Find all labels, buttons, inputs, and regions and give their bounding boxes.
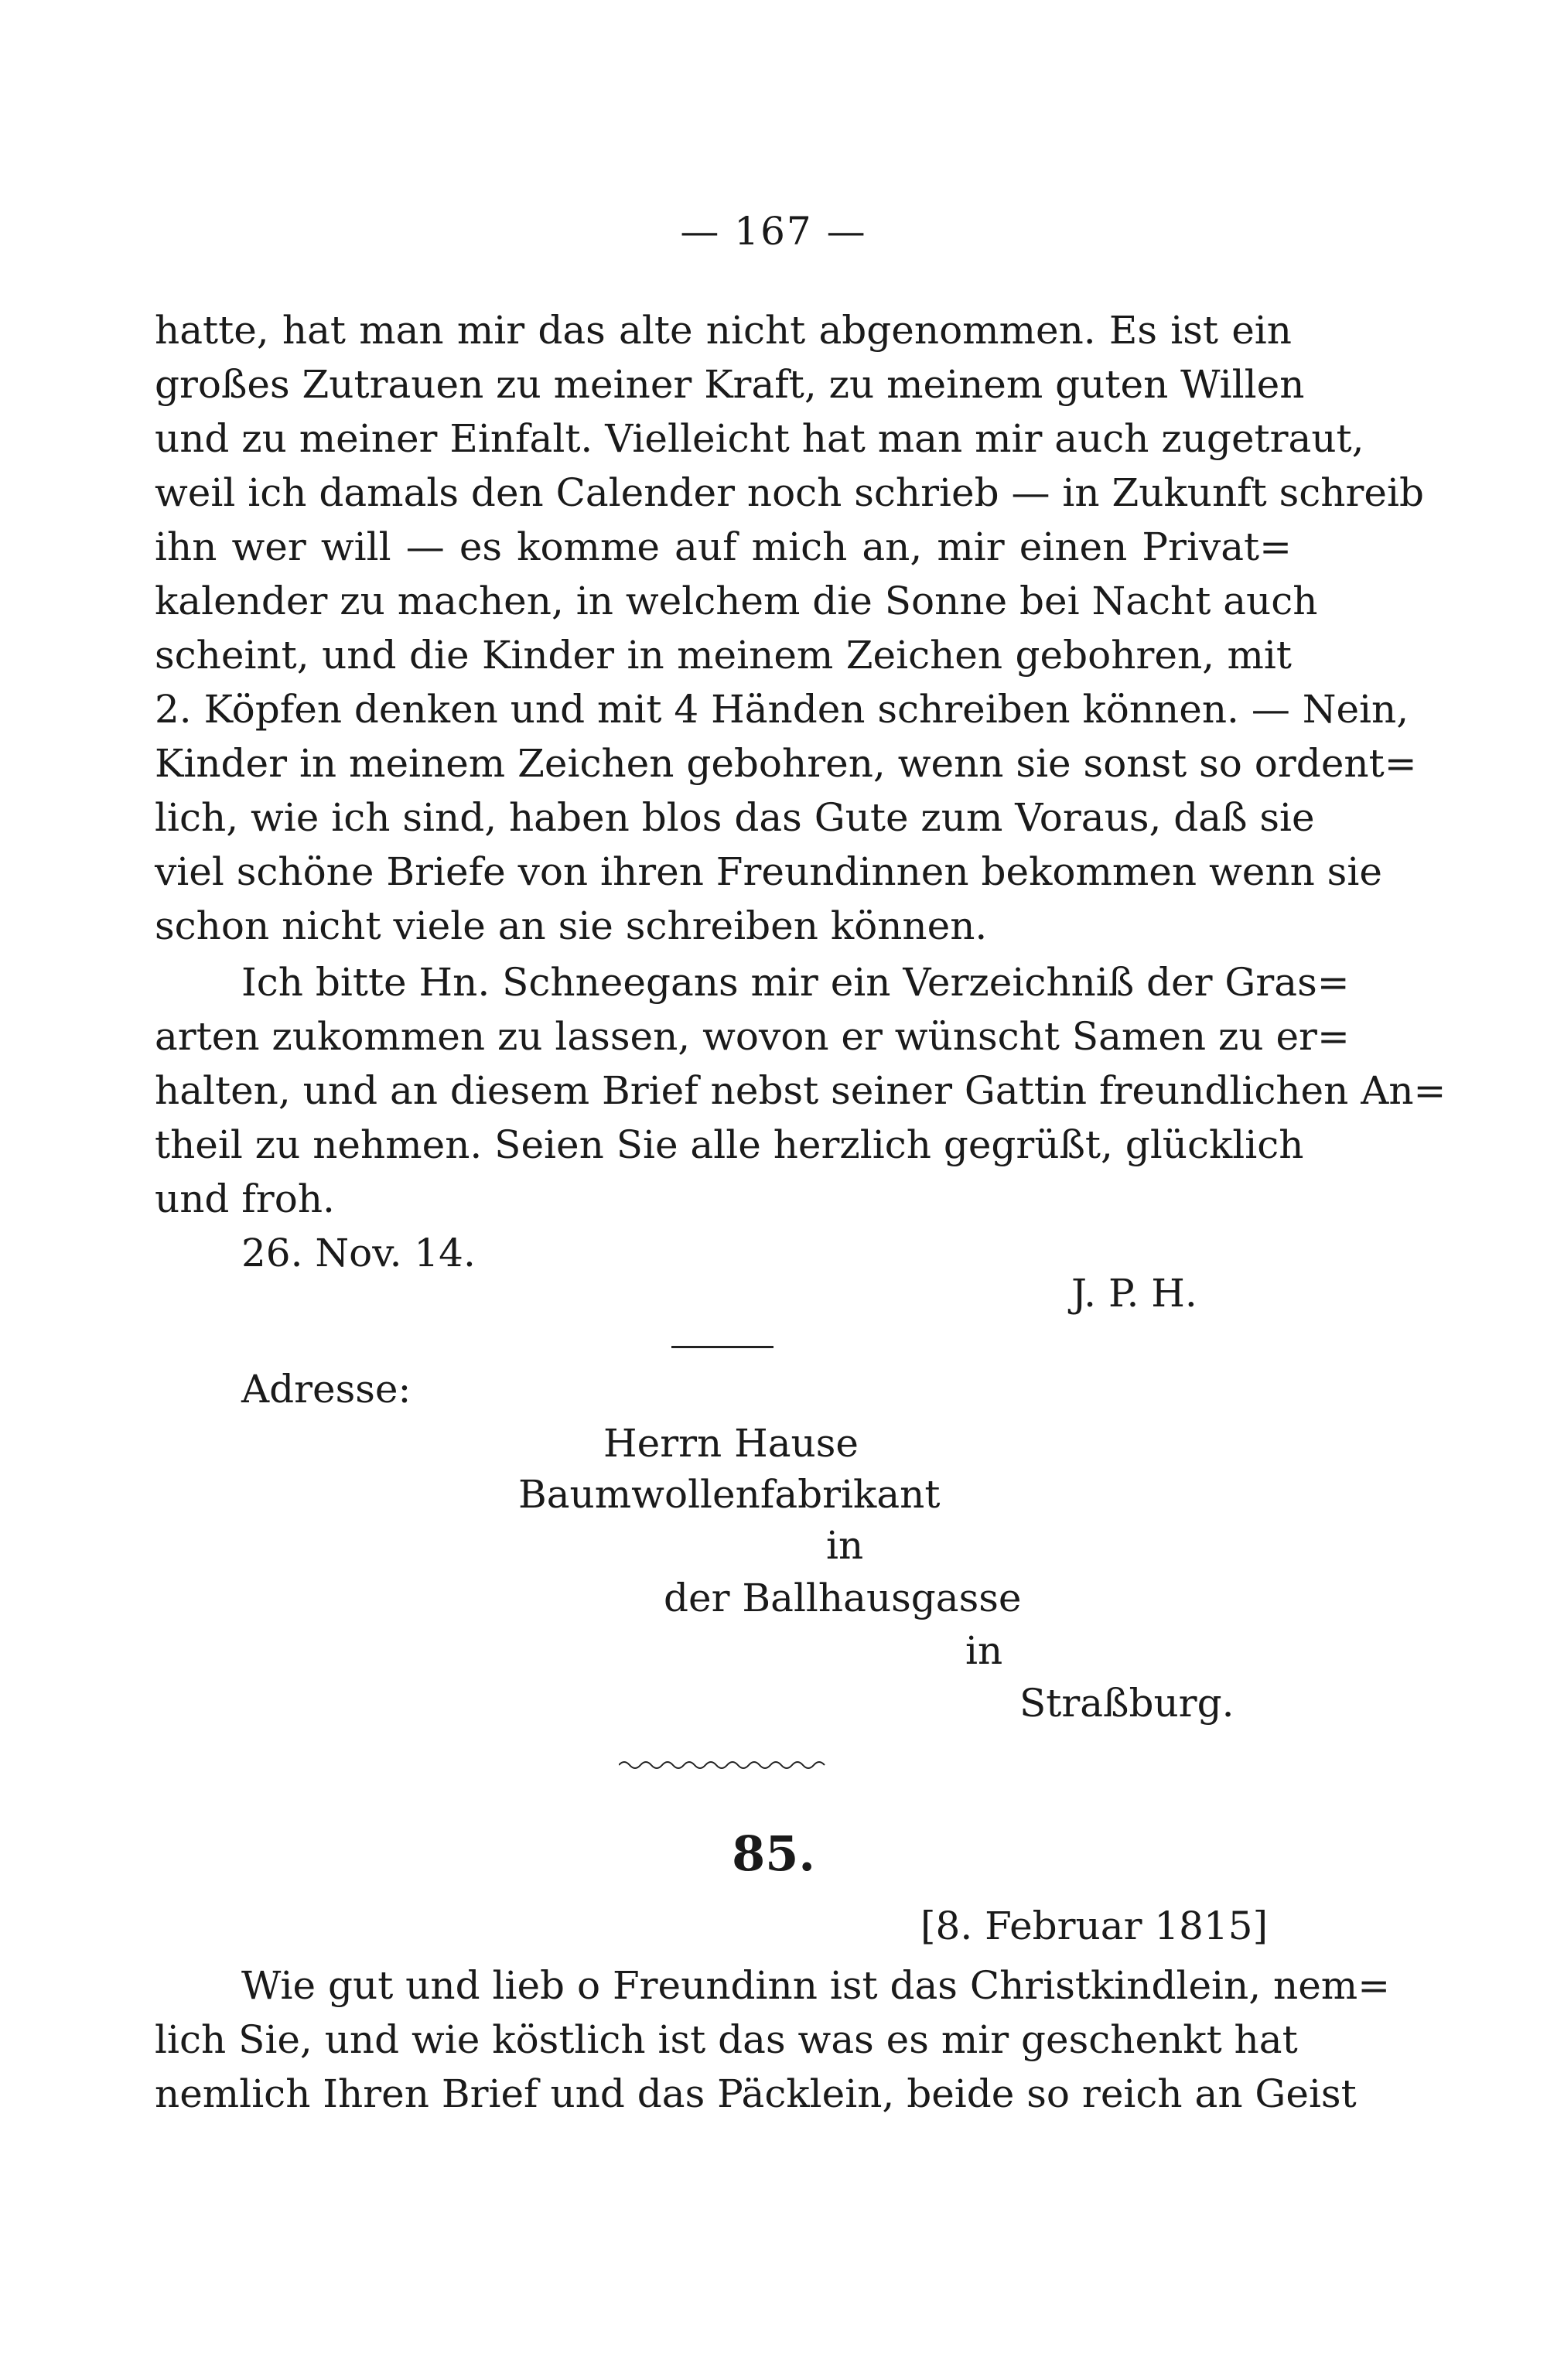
text-line: kalender zu machen, in welchem die Sonne bei Nacht auch — [155, 579, 1318, 623]
letter-number: 85. — [732, 1825, 815, 1882]
text-line: nemlich Ihren Brief und das Päcklein, beide so reich an Geist — [155, 2071, 1357, 2116]
text-line: Ich bitte Hn. Schneegans mir ein Verzeichniß der Gras= — [241, 960, 1350, 1005]
text-line: Kinder in meinem Zeichen gebohren, wenn sie sonst so ordent= — [155, 741, 1417, 786]
text-line: viel schöne Briefe von ihren Freundinnen bekommen wenn sie — [155, 849, 1382, 894]
text-line: großes Zutrauen zu meiner Kraft, zu meinem guten Willen — [155, 362, 1305, 407]
address-line: Herrn Hause — [603, 1421, 859, 1466]
ornamental-divider — [619, 1757, 828, 1773]
divider — [671, 1346, 774, 1348]
address-line: in — [965, 1628, 1003, 1673]
text-line: hatte, hat man mir das alte nicht abgenommen. Es ist ein — [155, 308, 1292, 353]
address-line: der Ballhausgasse — [664, 1576, 1022, 1620]
text-line: arten zukommen zu lassen, wovon er wünscht Samen zu er= — [155, 1014, 1350, 1059]
text-line: Wie gut und lieb o Freundinn ist das Christkindlein, nem= — [241, 1963, 1391, 2008]
address-line: Straßburg. — [1019, 1681, 1235, 1726]
text-line: weil ich damals den Calender noch schrieb — in Zukunft schreib — [155, 470, 1424, 515]
address-line: in — [826, 1523, 864, 1568]
letter-date: 26. Nov. 14. — [241, 1231, 476, 1275]
text-line: scheint, und die Kinder in meinem Zeichen gebohren, mit — [155, 633, 1292, 678]
text-line: lich Sie, und wie köstlich ist das was es mir geschenkt hat — [155, 2017, 1298, 2062]
text-line: ihn wer will — es komme auf mich an, mir einen Privat= — [155, 524, 1292, 569]
text-line: und froh. — [155, 1176, 335, 1221]
text-line: halten, und an diesem Brief nebst seiner Gattin freundlichen An= — [155, 1068, 1446, 1113]
letter-date: [8. Februar 1815] — [920, 1904, 1269, 1948]
text-line: schon nicht viele an sie schreiben können. — [155, 903, 988, 948]
text-line: 2. Köpfen denken und mit 4 Händen schreiben können. — Nein, — [155, 687, 1409, 732]
address-line: Baumwollenfabrikant — [518, 1472, 941, 1517]
text-line: und zu meiner Einfalt. Vielleicht hat man mir auch zugetraut, — [155, 416, 1364, 461]
signature: J. P. H. — [1071, 1271, 1197, 1316]
address-label: Adresse: — [241, 1367, 412, 1412]
text-line: lich, wie ich sind, haben blos das Gute zum Voraus, daß sie — [155, 795, 1315, 840]
text-line: theil zu nehmen. Seien Sie alle herzlich gegrüßt, glücklich — [155, 1122, 1304, 1167]
page-number: — 167 — — [680, 209, 867, 254]
